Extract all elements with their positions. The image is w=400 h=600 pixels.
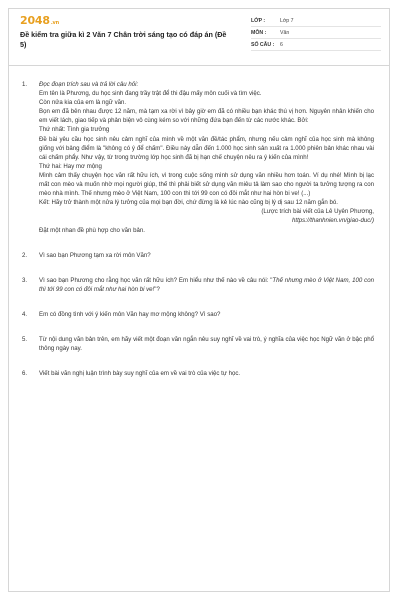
document-title: Đề kiểm tra giữa kì 2 Văn 7 Chân trời sáng tạo có đáp án (Đề 5) bbox=[20, 30, 227, 49]
meta-value: Lớp 7 bbox=[280, 17, 294, 24]
question-body bbox=[39, 80, 374, 235]
passage-paragraph: Thứ nhất: Tình gia trưởng bbox=[39, 126, 110, 134]
document-meta bbox=[251, 15, 381, 51]
meta-row-count bbox=[251, 39, 381, 51]
meta-key: SỐ CÂU : bbox=[251, 41, 275, 48]
question-number: 5. bbox=[22, 335, 28, 343]
passage-paragraph: Còn nửa kia của em là ngữ văn. bbox=[39, 99, 127, 107]
quoted-text: Thế nhưng mèo ở Việt Nam, 100 con thì tới 99 con có đôi mắt như hai hòn bi ve! bbox=[39, 276, 375, 293]
question-intro: Đọc đoạn trích sau và trả lời câu hỏi: bbox=[39, 81, 139, 88]
passage-paragraph: Mình cảm thấy chuyện học văn rất hữu ích, vì trong cuộc sống mình sử dụng văn nhiều hơn toán. Ví dụ nhé! Mình bị lạc mất con mèo và muốn nhờ mọi người giúp, thế thì phải biết sử dụng văn miêu tả làm sao cho người ta tưởng tượng ra con mèo nhà mình. Thế nhưng mèo ở Việt Nam, 100 con thì tới 99 con có đôi mắt như hai hòn bi ve! (...) bbox=[39, 171, 374, 198]
meta-value: 6 bbox=[280, 41, 283, 48]
meta-value: Văn bbox=[280, 29, 290, 36]
meta-row-class bbox=[251, 15, 381, 27]
question-number: 1. bbox=[22, 81, 28, 88]
question-text: Em có đồng tình với ý kiến môn Văn hay mơ mộng không? Vì sao? bbox=[39, 310, 221, 318]
question-text-part: Vì sao bạn Phương cho rằng học văn rất hữu ích? Em hiểu như thế nào về câu nói: " bbox=[39, 276, 273, 284]
passage-paragraph: Bọn em đã bên nhau được 12 năm, mà tạm xa rời vì bây giờ em đã có nhiều bạn khác thú vị hơn. Nguyên nhân khiến cho em viết lách, giao tiếp và phản biện vô cùng kém so với những đứa bạn đến từ các nước khác. Bởi: bbox=[39, 108, 374, 125]
passage-paragraph: Đề bài yêu cầu học sinh nêu cảm nghĩ của mình về một văn đề/tác phẩm, nhưng nếu cảm nghĩ của học sinh mà không giống với bảng điểm là "không có ý để chấm". Điều này dẫn đến 1.000 học sinh sản xuất ra 1.000 phiên bản khác nhau vài cái chấm phẩy. Như vậy, từ trong trường lớp học sinh đã bị hạn chế chuyện nêu ra ý kiến của mình! bbox=[39, 135, 374, 161]
passage-paragraph: Thứ hai: Hay mơ mộng bbox=[39, 162, 102, 170]
question-5 bbox=[22, 335, 382, 353]
question-text: Viết bài văn nghị luận trình bày suy nghĩ của em về vai trò của việc tự học. bbox=[39, 370, 241, 378]
meta-row-subject bbox=[251, 27, 381, 39]
passage-paragraph: Kết: Hãy trở thành một nửa lý tưởng của mọi bạn đời, chứ đừng là kẻ lúc nào cũng bị lý dị sau 12 năm gắn bó. bbox=[39, 199, 338, 207]
question-2 bbox=[22, 251, 382, 260]
logo-text: 2048 bbox=[20, 14, 50, 27]
passage-paragraph: Em tên là Phương, du học sinh đang trầy trật để thi đậu mấy môn cuối và tìm việc. bbox=[39, 90, 262, 98]
question-text bbox=[39, 276, 374, 294]
meta-key: LỚP : bbox=[251, 17, 266, 24]
source-citation: (Lược trích bài viết của Lê Uyên Phương, bbox=[261, 208, 374, 216]
question-3 bbox=[22, 276, 382, 294]
question-task: Đặt một nhan đề phù hợp cho văn bản. bbox=[39, 226, 145, 234]
meta-key: MÔN : bbox=[251, 29, 267, 36]
question-4 bbox=[22, 310, 382, 319]
question-number: 6. bbox=[22, 370, 28, 378]
question-6 bbox=[22, 369, 382, 378]
header-divider bbox=[8, 65, 390, 66]
question-number: 2. bbox=[22, 251, 28, 259]
question-number: 4. bbox=[22, 310, 28, 318]
question-list bbox=[22, 80, 382, 378]
brand-logo[interactable] bbox=[20, 14, 59, 27]
question-text-part: "? bbox=[154, 285, 160, 293]
question-text: Từ nội dung văn bản trên, em hãy viết một đoạn văn ngắn nêu suy nghĩ về vai trò, ý nghĩa của việc học Ngữ văn ở bậc phổ thông ngày nay. bbox=[39, 335, 374, 353]
question-number: 3. bbox=[22, 276, 28, 284]
question-text: Vì sao bạn Phương tạm xa rời môn Văn? bbox=[39, 251, 151, 259]
logo-suffix: .vn bbox=[50, 20, 59, 26]
question-1 bbox=[22, 80, 382, 235]
source-url: https://thanhnien.vn/giao-duc/) bbox=[292, 217, 374, 225]
